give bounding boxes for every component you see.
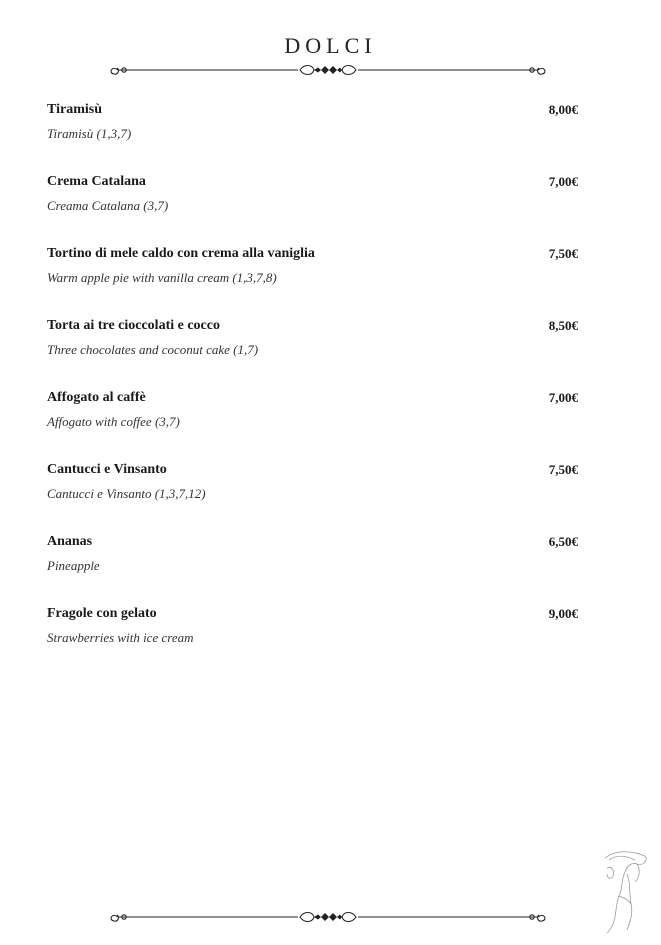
item-price: 9,00€ — [548, 606, 578, 621]
item-description: Strawberries with ice cream — [47, 630, 194, 645]
ornamental-divider-bottom — [108, 910, 548, 924]
ornamental-divider-top — [108, 63, 548, 77]
item-description: Cantucci e Vinsanto (1,3,7,12) — [47, 486, 206, 501]
scroll-divider-icon — [108, 910, 548, 924]
menu-item — [47, 245, 578, 317]
item-description: Three chocolates and coconut cake (1,7) — [47, 342, 259, 357]
item-name: Tortino di mele caldo con crema alla vaniglia — [47, 246, 315, 261]
menu-item — [47, 317, 578, 389]
item-description: Tiramisù (1,3,7) — [47, 126, 132, 141]
menu-item — [47, 533, 578, 605]
item-description: Warm apple pie with vanilla cream (1,3,7,8) — [47, 270, 277, 285]
item-name: Cantucci e Vinsanto — [47, 462, 167, 477]
item-price: 8,50€ — [548, 318, 578, 333]
item-description: Creama Catalana (3,7) — [47, 198, 169, 213]
item-description: Pineapple — [47, 558, 100, 573]
item-name: Fragole con gelato — [47, 606, 157, 621]
item-price: 7,50€ — [548, 246, 578, 261]
item-name: Torta ai tre cioccolati e cocco — [47, 318, 220, 333]
page-title: DOLCI — [284, 33, 377, 58]
scroll-divider-icon — [108, 63, 548, 77]
item-name: Ananas — [47, 534, 93, 549]
item-description: Affogato with coffee (3,7) — [47, 414, 180, 429]
menu-item — [47, 101, 578, 173]
item-name: Affogato al caffè — [47, 390, 146, 405]
item-name: Crema Catalana — [47, 174, 146, 189]
dessert-menu — [47, 101, 578, 677]
item-price: 7,50€ — [548, 462, 578, 477]
item-price: 7,00€ — [548, 390, 578, 405]
sketch-figure-icon — [597, 848, 651, 934]
menu-item — [47, 173, 578, 245]
item-price: 8,00€ — [548, 102, 578, 117]
menu-item — [47, 605, 578, 677]
menu-item — [47, 389, 578, 461]
item-price: 7,00€ — [548, 174, 578, 189]
item-name: Tiramisù — [47, 102, 102, 117]
menu-item — [47, 461, 578, 533]
item-price: 6,50€ — [548, 534, 578, 549]
